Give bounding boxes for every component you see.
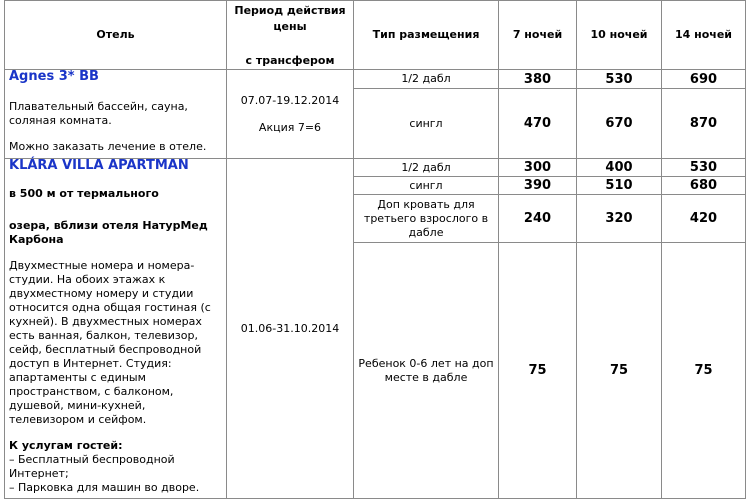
price-7-nights: 75	[499, 243, 577, 499]
price-7-nights: 390	[499, 177, 577, 195]
table-row	[5, 159, 746, 177]
period-cell	[227, 70, 354, 159]
service-item: – Бесплатный беспроводной Интернет;	[9, 453, 175, 480]
room-type: Ребенок 0-6 лет на доп месте в дабле	[354, 243, 499, 499]
hotel-cell-klara	[5, 159, 227, 499]
room-type: 1/2 дабл	[354, 159, 499, 177]
price-table	[4, 0, 746, 499]
price-14-nights: 870	[662, 89, 746, 159]
table-row	[5, 70, 746, 89]
room-type: 1/2 дабл	[354, 70, 499, 89]
price-10-nights: 670	[577, 89, 662, 159]
header-7-nights: 7 ночей	[499, 1, 577, 70]
room-type: сингл	[354, 89, 499, 159]
hotel-name: KLÁRA VILLA APARTMAN	[9, 158, 189, 173]
price-14-nights: 690	[662, 70, 746, 89]
price-10-nights: 400	[577, 159, 662, 177]
promo-text: Акция 7=6	[258, 121, 322, 134]
room-type: Доп кровать для третьего взрослого в дабле	[354, 195, 499, 243]
room-type: сингл	[354, 177, 499, 195]
price-7-nights: 300	[499, 159, 577, 177]
hotel-description: Двухместные номера и номера-студии. На обоих этажах к двухместному номеру и студии относится одна общая гостиная (с кухней). В двухместных номерах есть ванная, балкон, телевизор, сейф, бесплатный беспроводной доступ в Интернет. Студия: апартаменты с единым пространством, с балконом, душевой, мини-кухней, телевизором и сейфом.	[9, 259, 211, 426]
hotel-location-detail: озера, вблизи отеля НатурМед Карбона	[9, 219, 208, 246]
header-10-nights: 10 ночей	[577, 1, 662, 70]
header-hotel: Отель	[5, 1, 227, 70]
hotel-description: Плавательный бассейн, сауна, соляная комната.	[9, 100, 188, 127]
hotel-cell-agnes	[5, 70, 227, 159]
price-7-nights: 380	[499, 70, 577, 89]
price-14-nights: 530	[662, 159, 746, 177]
services-title: К услугам гостей:	[9, 439, 123, 452]
header-period-line2: с трансфером	[245, 54, 335, 67]
price-14-nights: 680	[662, 177, 746, 195]
header-period-line1: Период действия цены	[234, 4, 346, 33]
price-14-nights: 75	[662, 243, 746, 499]
header-row	[5, 1, 746, 70]
header-period	[227, 1, 354, 70]
price-10-nights: 530	[577, 70, 662, 89]
period-dates: 01.06-31.10.2014	[240, 322, 340, 335]
price-7-nights: 470	[499, 89, 577, 159]
period-dates: 07.07-19.12.2014	[240, 94, 340, 107]
service-item: – Парковка для машин во дворе.	[9, 481, 200, 494]
hotel-treatment-note: Можно заказать лечение в отеле.	[9, 140, 207, 153]
price-10-nights: 510	[577, 177, 662, 195]
header-room-type: Тип размещения	[354, 1, 499, 70]
hotel-name: Agnes 3* BB	[9, 69, 99, 84]
price-10-nights: 75	[577, 243, 662, 499]
price-7-nights: 240	[499, 195, 577, 243]
period-cell	[227, 159, 354, 499]
hotel-location: в 500 м от термального	[9, 187, 159, 200]
header-14-nights: 14 ночей	[662, 1, 746, 70]
price-10-nights: 320	[577, 195, 662, 243]
price-14-nights: 420	[662, 195, 746, 243]
